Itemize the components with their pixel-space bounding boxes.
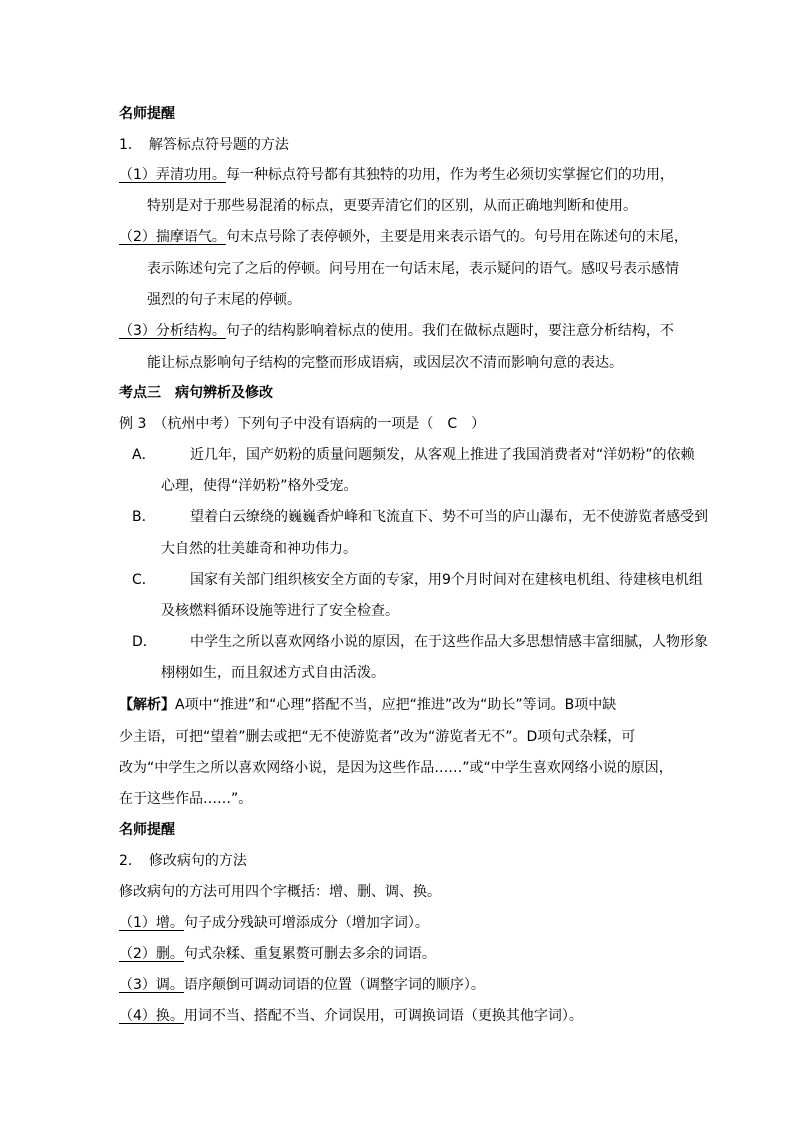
method-delete [119,945,436,963]
analysis-text: A项中“推进”和“心理”搭配不当，应把“推进”改为“助长”等词。B项中缺 [175,697,617,713]
option-letter: C． [132,572,156,588]
analysis-line-3: 改为“中学生之所以喜欢网络小说，是因为这些作品……”或“中学生喜欢网络小说的原因， [119,760,673,776]
method-text: 用词不当、搭配不当、介词误用，可调换词语（更换其他字词）。 [183,1008,583,1024]
analysis-line-4: 在于这些作品……”。 [119,791,253,807]
option-text: 近几年，国产奶粉的质量问题频发，从客观上推进了我国消费者对“洋奶粉”的依赖 [190,447,695,463]
option-a [132,446,695,464]
paragraph-3-cont: 能让标点影响句子结构的完整而形成语病，或因层次不清而影响句意的表达。 [147,355,623,371]
tip-heading-2: 名师提醒 [119,822,175,838]
method-reorder [119,976,485,994]
method-text: 句式杂糅、重复累赘可删去多余的词语。 [183,946,436,962]
method-label: （4）换。 [119,1008,184,1024]
option-letter: D． [132,634,157,650]
paragraph-2-label: （2）揣摩语气。 [119,229,226,245]
paragraph-1 [119,166,674,184]
option-a-cont: 心理，使得“洋奶粉”格外受宠。 [161,478,358,494]
method-add [119,914,429,932]
option-d [132,633,708,651]
method-text: 语序颠倒可调动词语的位置（调整字词的顺序）。 [183,977,485,993]
paragraph-2-cont2: 强烈的句子末尾的停顿。 [147,292,301,308]
paragraph-2-text: 句末点号除了表停顿外，主要是用来表示语气的。句号用在陈述句的末尾， [225,229,688,245]
option-c-cont: 及核燃料循环设施等进行了安全检查。 [161,603,399,619]
kaodian-heading: 考点三 病句辨析及修改 [119,385,273,401]
option-text: 望着白云缭绕的巍巍香炉峰和飞流直下、势不可当的庐山瀑布，无不使游览者感受到 [190,509,708,525]
section-2-title: 2． 修改病句的方法 [119,853,247,869]
option-letter: B． [132,509,156,525]
analysis-line-1 [119,696,616,714]
paragraph-1-cont: 特别是对于那些易混淆的标点，更要弄清它们的区别，从而正确地判断和使用。 [147,198,637,214]
paragraph-3-text: 句子的结构影响着标点的使用。我们在做标点题时，要注意分析结构，不 [225,323,674,339]
method-label: （1）增。 [119,915,184,931]
method-label: （3）调。 [119,977,184,993]
paragraph-1-text: 每一种标点符号都有其独特的功用，作为考生必须切实掌握它们的功用， [225,167,674,183]
method-replace [119,1007,583,1025]
option-b [132,508,708,526]
paragraph-1-label: （1）弄清功用。 [119,167,226,183]
method-label: （2）删。 [119,946,184,962]
paragraph-2 [119,228,688,246]
paragraph-3 [119,322,674,340]
analysis-line-2: 少主语，可把“望着”删去或把“无不使游览者”改为“游览者无不”。D项句式杂糅，可 [119,729,636,745]
option-d-cont: 栩栩如生，而且叙述方式自由活泼。 [161,665,385,681]
paragraph-2-cont1: 表示陈述句完了之后的停顿。问号用在一句话末尾，表示疑问的语气。感叹号表示感情 [147,261,679,277]
example-question: 例 3 （杭州中考）下列句子中没有语病的一项是（ C ） [119,416,486,432]
paragraph-3-label: （3）分析结构。 [119,323,226,339]
section-2-intro: 修改病句的方法可用四个字概括：增、删、调、换。 [119,884,441,900]
option-text: 中学生之所以喜欢网络小说的原因，在于这些作品大多思想情感丰富细腻，人物形象 [190,634,708,650]
analysis-label: 【解析】 [119,697,175,713]
option-letter: A． [132,447,156,463]
method-text: 句子成分残缺可增添成分（增加字词）。 [183,915,429,931]
option-c [132,571,703,589]
tip-heading-1: 名师提醒 [119,106,175,122]
option-text: 国家有关部门组织核安全方面的专家，用9个月时间对在建核电机组、待建核电机组 [190,572,703,588]
option-b-cont: 大自然的壮美雄奇和神功伟力。 [161,541,357,557]
section-1-title: 1． 解答标点符号题的方法 [119,137,289,153]
